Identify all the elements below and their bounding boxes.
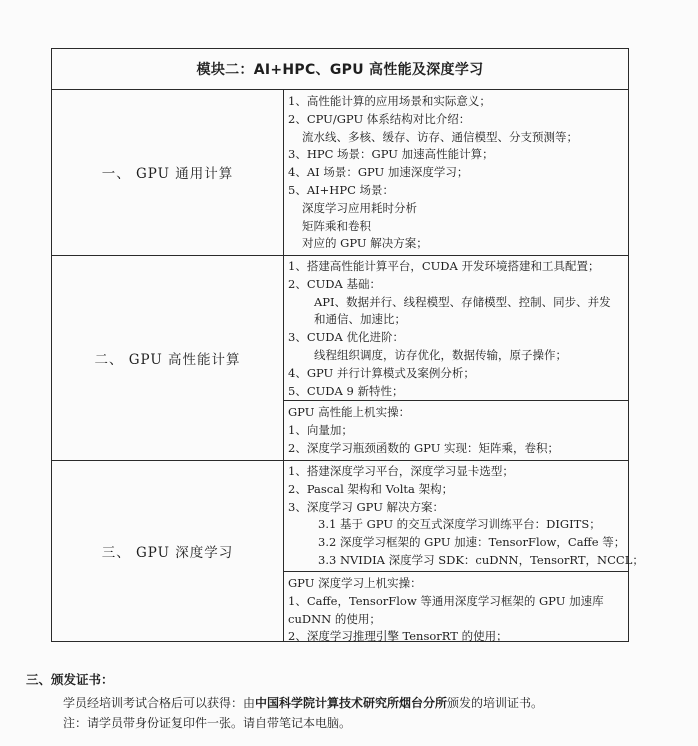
list-item: 4、AI 场景：GPU 加速深度学习； [288,165,469,180]
list-item: GPU 高性能上机实操： [288,405,411,419]
list-item: 矩阵乘和卷积 [302,218,371,233]
list-item: 1、Caffe，TensorFlow 等通用深度学习框架的 GPU 加速库 cuDNN 的使用； [288,593,604,626]
list-item: 2、Pascal 架构和 Volta 架构； [288,481,454,496]
list-item: 3、CUDA 优化进阶： [288,330,404,345]
list-item: 1、搭建深度学习平台，深度学习显卡选型； [288,464,514,478]
list-item: 2、CPU/GPU 体系结构对比介绍： [288,111,471,126]
list-item: 线程组织调度，访存优化，数据传输，原子操作； [314,347,567,362]
section-2-content [288,258,624,400]
list-item: 3.1 基于 GPU 的交互式深度学习训练平台：DIGITS； [318,517,601,532]
list-item: 1、搭建高性能计算平台，CUDA 开发环境搭建和工具配置； [288,259,600,273]
list-item: 深度学习应用耗时分析 [302,200,417,215]
certificate-section [26,670,544,730]
list-item: 3.2 深度学习框架的 GPU 加速：TensorFlow，Caffe 等； [318,535,626,550]
curriculum-table [51,48,644,644]
list-item: 5、CUDA 9 新特性； [288,383,404,398]
certificate-heading: 三、颁发证书： [26,672,114,687]
list-item: 5、AI+HPC 场景： [288,182,395,197]
certificate-suffix: 颁发的培训证书。 [447,696,544,710]
certificate-org: 中国科学院计算技术研究所烟台分所 [255,696,448,710]
sub-divider [284,571,628,572]
list-item: API、数据并行、线程模型、存储模型、控制、同步、并发和通信、加速比； [314,294,611,327]
list-item: 3、HPC 场景：GPU 加速高性能计算； [288,147,494,162]
section-3-lab [288,575,624,646]
section-2-title: 二、 GPU 高性能计算 [52,255,284,460]
list-item: 对应的 GPU 解决方案； [302,236,428,251]
list-item: 3、深度学习 GPU 解决方案： [288,499,445,514]
sub-divider [284,400,628,401]
list-item: 流水线、多核、缓存、访存、通信模型、分支预测等； [302,129,578,144]
list-item: 2、深度学习瓶颈函数的 GPU 实现：矩阵乘，卷积； [288,440,560,455]
list-item: 2、CUDA 基础： [288,276,381,291]
certificate-note: 注：请学员带身份证复印件一张。请自带笔记本电脑。 [63,716,352,730]
module-title: 模块二：AI+HPC、GPU 高性能及深度学习 [52,49,628,90]
certificate-prefix: 学员经培训考试合格后可以获得：由 [63,696,256,710]
list-item: GPU 深度学习上机实操： [288,576,422,590]
section-3-title: 三、 GPU 深度学习 [52,460,284,642]
list-item: 1、向量加； [288,422,353,437]
list-item: 3.3 NVIDIA 深度学习 SDK：cuDNN，TensorRT，NCCL； [318,552,644,567]
list-item: 2、深度学习推理引擎 TensorRT 的使用； [288,629,508,644]
section-1-title: 一、 GPU 通用计算 [52,89,284,255]
section-2-lab [288,404,624,457]
list-item: 1、高性能计算的应用场景和实际意义； [288,94,491,108]
list-item: 4、GPU 并行计算模式及案例分析； [288,365,475,380]
section-3-content [288,463,644,570]
section-1-content [288,93,624,253]
certificate-line [63,694,543,711]
